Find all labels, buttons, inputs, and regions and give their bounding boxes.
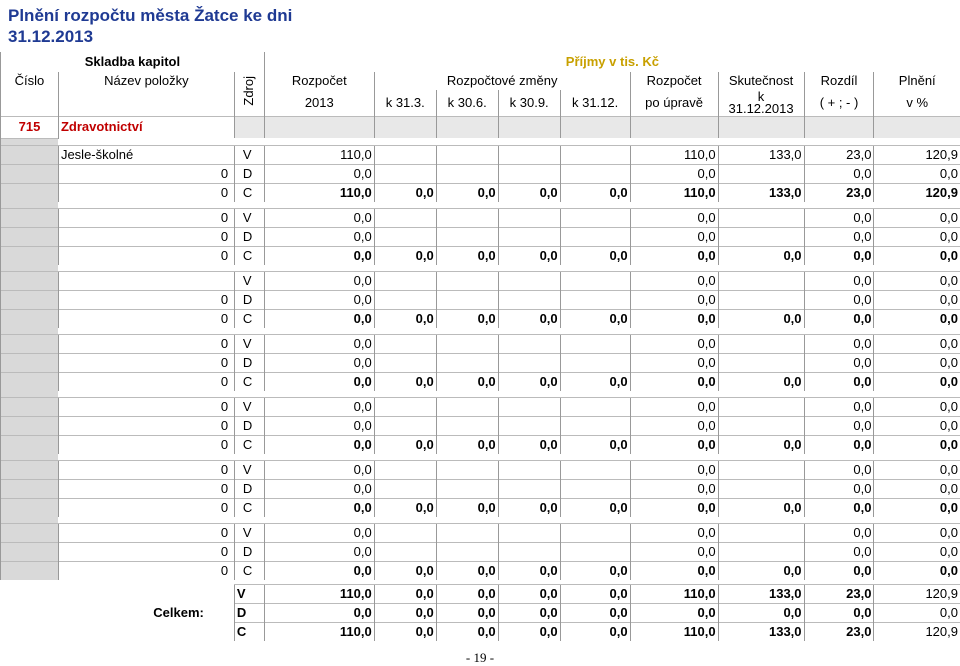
value-cell xyxy=(436,290,498,309)
zdroj-cell: 0 C xyxy=(234,561,264,580)
value-cell: 0,0 xyxy=(560,183,630,202)
total-value: 0,0 xyxy=(498,603,560,622)
value-cell xyxy=(560,353,630,372)
rozpocet2-header: Rozpočet xyxy=(630,72,718,90)
zdroj-cell: V xyxy=(234,271,264,290)
chapter-number: 715 xyxy=(1,116,59,138)
value-cell: 0,0 xyxy=(874,479,960,498)
table-row xyxy=(1,183,960,202)
value-cell xyxy=(374,145,436,164)
total-value: 133,0 xyxy=(718,584,804,603)
rozdil-header: Rozdíl xyxy=(804,72,874,90)
zdroj-cell: 0 V xyxy=(234,208,264,227)
value-cell xyxy=(498,164,560,183)
value-cell: 0,0 xyxy=(498,183,560,202)
table-row xyxy=(1,542,960,561)
value-cell xyxy=(436,460,498,479)
value-cell xyxy=(498,227,560,246)
value-cell: 0,0 xyxy=(264,460,374,479)
value-cell xyxy=(718,271,804,290)
cislo-header: Číslo xyxy=(1,72,59,90)
value-cell: 0,0 xyxy=(264,353,374,372)
total-row xyxy=(1,584,960,603)
value-cell: 0,0 xyxy=(374,561,436,580)
value-cell xyxy=(498,397,560,416)
value-cell: 0,0 xyxy=(718,372,804,391)
total-value: 0,0 xyxy=(718,603,804,622)
total-value: 110,0 xyxy=(264,584,374,603)
value-cell: 0,0 xyxy=(630,523,718,542)
value-cell xyxy=(498,479,560,498)
value-cell: 0,0 xyxy=(264,416,374,435)
value-cell: 0,0 xyxy=(804,164,874,183)
zdroj-cell: 0 C xyxy=(234,498,264,517)
total-value: 0,0 xyxy=(436,603,498,622)
table-row xyxy=(1,523,960,542)
value-cell xyxy=(374,271,436,290)
zdroj-cell: 0 D xyxy=(234,542,264,561)
table-row xyxy=(1,372,960,391)
table-row xyxy=(1,164,960,183)
total-value: 0,0 xyxy=(436,584,498,603)
value-cell: 0,0 xyxy=(804,561,874,580)
value-cell: 0,0 xyxy=(436,246,498,265)
total-value: 120,9 xyxy=(874,584,960,603)
value-cell xyxy=(374,479,436,498)
value-cell xyxy=(498,416,560,435)
budget-table xyxy=(0,52,960,641)
value-cell: 0,0 xyxy=(804,309,874,328)
value-cell: 0,0 xyxy=(874,372,960,391)
zdroj-cell: V xyxy=(234,145,264,164)
item-name: Jesle-školné xyxy=(58,145,234,164)
value-cell: 0,0 xyxy=(374,246,436,265)
value-cell xyxy=(718,416,804,435)
value-cell xyxy=(436,164,498,183)
value-cell: 0,0 xyxy=(804,227,874,246)
zdroj-cell: 0 D xyxy=(234,290,264,309)
value-cell: 0,0 xyxy=(874,246,960,265)
value-cell: 0,0 xyxy=(560,498,630,517)
table-row xyxy=(1,309,960,328)
total-type: V xyxy=(234,584,264,603)
zmeny-header: Rozpočtové změny xyxy=(374,72,630,90)
zdroj-cell: 0 C xyxy=(234,435,264,454)
value-cell: 0,0 xyxy=(498,561,560,580)
total-value: 0,0 xyxy=(804,603,874,622)
value-cell: 0,0 xyxy=(630,542,718,561)
value-cell: 110,0 xyxy=(630,145,718,164)
total-value: 133,0 xyxy=(718,622,804,641)
table-row xyxy=(1,145,960,164)
value-cell xyxy=(436,397,498,416)
value-cell: 0,0 xyxy=(630,290,718,309)
value-cell xyxy=(560,460,630,479)
table-row xyxy=(1,498,960,517)
total-value: 0,0 xyxy=(630,603,718,622)
total-value: 0,0 xyxy=(498,622,560,641)
value-cell: 0,0 xyxy=(804,208,874,227)
value-cell xyxy=(374,523,436,542)
value-cell: 0,0 xyxy=(374,435,436,454)
zdroj-header: Zdroj xyxy=(234,72,264,116)
zdroj-cell: 0 C xyxy=(234,246,264,265)
value-cell: 133,0 xyxy=(718,145,804,164)
k313-header: k 31.3. xyxy=(374,90,436,116)
value-cell xyxy=(498,145,560,164)
value-cell xyxy=(498,523,560,542)
value-cell: 133,0 xyxy=(718,183,804,202)
value-cell xyxy=(718,334,804,353)
value-cell: 110,0 xyxy=(630,183,718,202)
rozdil-sign-header: ( + ; - ) xyxy=(804,90,874,116)
zdroj-cell: 0 C xyxy=(234,309,264,328)
value-cell: 0,0 xyxy=(560,561,630,580)
value-cell: 0,0 xyxy=(264,334,374,353)
value-cell xyxy=(560,416,630,435)
table-row xyxy=(1,435,960,454)
table-row xyxy=(1,397,960,416)
value-cell: 0,0 xyxy=(560,435,630,454)
value-cell xyxy=(560,145,630,164)
value-cell xyxy=(718,523,804,542)
value-cell: 0,0 xyxy=(630,246,718,265)
k309-header: k 30.9. xyxy=(498,90,560,116)
value-cell: 0,0 xyxy=(560,372,630,391)
value-cell: 0,0 xyxy=(804,542,874,561)
value-cell: 0,0 xyxy=(436,435,498,454)
value-cell: 0,0 xyxy=(560,309,630,328)
value-cell: 0,0 xyxy=(804,271,874,290)
value-cell: 0,0 xyxy=(560,246,630,265)
total-value: 120,9 xyxy=(874,622,960,641)
value-cell: 0,0 xyxy=(264,397,374,416)
total-value: 0,0 xyxy=(560,584,630,603)
value-cell xyxy=(560,523,630,542)
value-cell: 0,0 xyxy=(264,271,374,290)
table-row xyxy=(1,460,960,479)
value-cell: 0,0 xyxy=(630,435,718,454)
total-row xyxy=(1,603,960,622)
value-cell: 0,0 xyxy=(874,498,960,517)
value-cell: 0,0 xyxy=(874,164,960,183)
value-cell: 0,0 xyxy=(374,372,436,391)
value-cell: 0,0 xyxy=(630,561,718,580)
value-cell xyxy=(498,334,560,353)
value-cell: 0,0 xyxy=(264,435,374,454)
value-cell: 0,0 xyxy=(630,309,718,328)
total-value: 0,0 xyxy=(436,622,498,641)
value-cell: 0,0 xyxy=(874,334,960,353)
value-cell: 0,0 xyxy=(436,561,498,580)
table-row xyxy=(1,416,960,435)
value-cell xyxy=(374,397,436,416)
value-cell: 0,0 xyxy=(264,479,374,498)
value-cell xyxy=(718,542,804,561)
value-cell xyxy=(436,479,498,498)
prijmy-header: Příjmy v tis. Kč xyxy=(264,52,960,72)
k-date-header: k 31.12.2013 xyxy=(718,90,804,116)
table-row xyxy=(1,271,960,290)
value-cell: 0,0 xyxy=(374,309,436,328)
value-cell: 0,0 xyxy=(874,435,960,454)
value-cell: 0,0 xyxy=(264,164,374,183)
value-cell xyxy=(560,542,630,561)
value-cell xyxy=(374,164,436,183)
value-cell xyxy=(718,164,804,183)
value-cell xyxy=(560,290,630,309)
total-value: 0,0 xyxy=(560,622,630,641)
total-value: 0,0 xyxy=(874,603,960,622)
value-cell: 0,0 xyxy=(498,435,560,454)
value-cell xyxy=(374,290,436,309)
total-value: 110,0 xyxy=(630,622,718,641)
value-cell: 0,0 xyxy=(436,309,498,328)
value-cell xyxy=(560,334,630,353)
value-cell: 0,0 xyxy=(264,246,374,265)
value-cell: 0,0 xyxy=(374,183,436,202)
value-cell: 0,0 xyxy=(804,523,874,542)
rozpocet-header: Rozpočet xyxy=(264,72,374,90)
value-cell: 0,0 xyxy=(264,523,374,542)
table-row xyxy=(1,227,960,246)
value-cell: 0,0 xyxy=(630,271,718,290)
value-cell: 0,0 xyxy=(630,479,718,498)
value-cell xyxy=(374,334,436,353)
value-cell: 0,0 xyxy=(804,353,874,372)
value-cell: 0,0 xyxy=(630,372,718,391)
value-cell: 0,0 xyxy=(498,246,560,265)
zdroj-cell: 0 V xyxy=(234,460,264,479)
value-cell: 0,0 xyxy=(874,290,960,309)
value-cell: 0,0 xyxy=(630,227,718,246)
value-cell: 0,0 xyxy=(264,208,374,227)
value-cell xyxy=(718,397,804,416)
value-cell: 0,0 xyxy=(630,208,718,227)
value-cell: 0,0 xyxy=(874,208,960,227)
value-cell: 0,0 xyxy=(264,309,374,328)
value-cell: 0,0 xyxy=(264,227,374,246)
table-row xyxy=(1,290,960,309)
value-cell: 0,0 xyxy=(804,460,874,479)
chapter-name: Zdravotnictví xyxy=(58,116,234,138)
v-pct-header: v % xyxy=(874,90,960,116)
value-cell: 23,0 xyxy=(804,183,874,202)
value-cell: 0,0 xyxy=(264,290,374,309)
value-cell xyxy=(498,208,560,227)
zdroj-cell: 0 D xyxy=(234,227,264,246)
value-cell: 0,0 xyxy=(874,227,960,246)
value-cell xyxy=(560,479,630,498)
table-row xyxy=(1,561,960,580)
total-value: 0,0 xyxy=(264,603,374,622)
value-cell: 0,0 xyxy=(804,290,874,309)
k3112-header: k 31.12. xyxy=(560,90,630,116)
value-cell xyxy=(560,164,630,183)
value-cell: 0,0 xyxy=(718,498,804,517)
table-row xyxy=(1,334,960,353)
table-row xyxy=(1,353,960,372)
value-cell: 0,0 xyxy=(498,372,560,391)
zdroj-cell: 0 V xyxy=(234,523,264,542)
value-cell xyxy=(718,353,804,372)
value-cell: 0,0 xyxy=(874,523,960,542)
value-cell: 0,0 xyxy=(264,561,374,580)
value-cell xyxy=(374,416,436,435)
total-type: D xyxy=(234,603,264,622)
total-value: 0,0 xyxy=(374,584,436,603)
total-row xyxy=(1,622,960,641)
zdroj-cell: 0 V xyxy=(234,334,264,353)
value-cell: 0,0 xyxy=(264,372,374,391)
value-cell: 110,0 xyxy=(264,145,374,164)
value-cell xyxy=(560,271,630,290)
value-cell xyxy=(718,290,804,309)
skutecnost-header: Skutečnost xyxy=(718,72,804,90)
value-cell: 0,0 xyxy=(874,309,960,328)
value-cell: 0,0 xyxy=(630,353,718,372)
value-cell: 0,0 xyxy=(436,372,498,391)
value-cell xyxy=(498,290,560,309)
value-cell: 0,0 xyxy=(718,435,804,454)
value-cell xyxy=(436,271,498,290)
value-cell: 0,0 xyxy=(374,498,436,517)
value-cell: 110,0 xyxy=(264,183,374,202)
table-row xyxy=(1,246,960,265)
total-value: 23,0 xyxy=(804,622,874,641)
k306-header: k 30.6. xyxy=(436,90,498,116)
value-cell xyxy=(498,542,560,561)
value-cell: 0,0 xyxy=(874,561,960,580)
total-value: 110,0 xyxy=(264,622,374,641)
value-cell: 0,0 xyxy=(630,164,718,183)
total-type: C xyxy=(234,622,264,641)
value-cell xyxy=(498,460,560,479)
zdroj-cell: 0 D xyxy=(234,479,264,498)
value-cell: 0,0 xyxy=(718,561,804,580)
value-cell: 23,0 xyxy=(804,145,874,164)
value-cell xyxy=(374,208,436,227)
value-cell: 0,0 xyxy=(804,372,874,391)
zdroj-cell: 0 V xyxy=(234,397,264,416)
value-cell: 0,0 xyxy=(264,542,374,561)
value-cell xyxy=(560,397,630,416)
value-cell: 0,0 xyxy=(874,542,960,561)
value-cell: 0,0 xyxy=(804,416,874,435)
value-cell: 0,0 xyxy=(804,334,874,353)
value-cell xyxy=(436,523,498,542)
total-value: 0,0 xyxy=(498,584,560,603)
po-uprave-header: po úpravě xyxy=(630,90,718,116)
value-cell xyxy=(498,271,560,290)
value-cell xyxy=(718,227,804,246)
skladba-header: Skladba kapitol xyxy=(1,52,265,72)
value-cell xyxy=(718,479,804,498)
value-cell: 0,0 xyxy=(874,416,960,435)
table-row xyxy=(1,479,960,498)
total-label: Celkem: xyxy=(1,603,235,622)
value-cell: 120,9 xyxy=(874,145,960,164)
value-cell: 0,0 xyxy=(874,271,960,290)
zdroj-cell: 0 C xyxy=(234,372,264,391)
value-cell xyxy=(436,145,498,164)
value-cell xyxy=(436,353,498,372)
value-cell xyxy=(374,227,436,246)
value-cell xyxy=(718,460,804,479)
value-cell: 0,0 xyxy=(630,397,718,416)
value-cell: 0,0 xyxy=(498,309,560,328)
zdroj-cell: 0 D xyxy=(234,353,264,372)
value-cell xyxy=(498,353,560,372)
zdroj-cell: 0 C xyxy=(234,183,264,202)
value-cell: 0,0 xyxy=(630,416,718,435)
zdroj-cell: 0 D xyxy=(234,164,264,183)
value-cell: 120,9 xyxy=(874,183,960,202)
value-cell xyxy=(436,416,498,435)
page-title: Plnění rozpočtu města Žatce ke dni 31.12.2013 xyxy=(8,5,308,47)
value-cell xyxy=(436,334,498,353)
value-cell: 0,0 xyxy=(804,435,874,454)
y2013-header: 2013 xyxy=(264,90,374,116)
value-cell: 0,0 xyxy=(718,309,804,328)
page-number: - 19 - xyxy=(0,650,960,666)
plneni-header: Plnění xyxy=(874,72,960,90)
value-cell: 0,0 xyxy=(804,498,874,517)
value-cell xyxy=(436,227,498,246)
value-cell: 0,0 xyxy=(436,498,498,517)
value-cell xyxy=(374,353,436,372)
value-cell: 0,0 xyxy=(264,498,374,517)
total-value: 0,0 xyxy=(560,603,630,622)
total-value: 0,0 xyxy=(374,622,436,641)
value-cell xyxy=(374,542,436,561)
value-cell: 0,0 xyxy=(630,334,718,353)
value-cell xyxy=(436,208,498,227)
value-cell: 0,0 xyxy=(804,397,874,416)
value-cell: 0,0 xyxy=(718,246,804,265)
value-cell: 0,0 xyxy=(630,460,718,479)
value-cell: 0,0 xyxy=(436,183,498,202)
nazev-header: Název položky xyxy=(58,72,234,90)
total-value: 23,0 xyxy=(804,584,874,603)
total-value: 0,0 xyxy=(374,603,436,622)
zdroj-cell: 0 D xyxy=(234,416,264,435)
value-cell: 0,0 xyxy=(630,498,718,517)
data-rows xyxy=(1,145,960,641)
value-cell: 0,0 xyxy=(874,397,960,416)
value-cell xyxy=(560,208,630,227)
value-cell xyxy=(718,208,804,227)
value-cell: 0,0 xyxy=(804,246,874,265)
value-cell: 0,0 xyxy=(498,498,560,517)
value-cell xyxy=(374,460,436,479)
value-cell: 0,0 xyxy=(874,460,960,479)
value-cell: 0,0 xyxy=(804,479,874,498)
table-row xyxy=(1,208,960,227)
value-cell: 0,0 xyxy=(874,353,960,372)
total-value: 110,0 xyxy=(630,584,718,603)
value-cell xyxy=(560,227,630,246)
value-cell xyxy=(436,542,498,561)
